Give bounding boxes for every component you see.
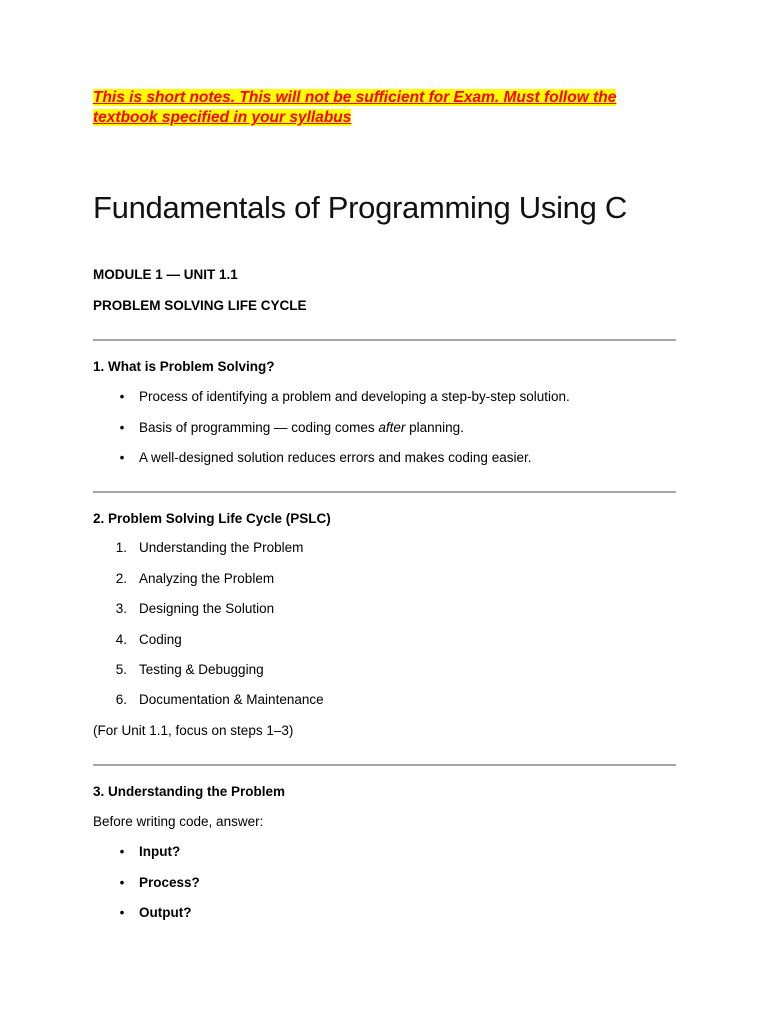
step-label: Coding	[139, 632, 182, 647]
module-label: MODULE 1 — UNIT 1.1	[93, 267, 238, 282]
step-label: Documentation & Maintenance	[139, 692, 324, 707]
emphasis-text: after	[378, 420, 406, 435]
section-divider	[93, 491, 676, 493]
step-number: 1.	[115, 540, 127, 555]
step-label: Testing & Debugging	[139, 662, 264, 677]
section-3-heading: 3. Understanding the Problem	[93, 784, 286, 799]
section-1-bullet	[93, 389, 693, 409]
section-3-bullet	[93, 844, 693, 864]
bullet-text: Process of identifying a problem and developing a step-by-step solution.	[139, 389, 570, 404]
section-divider	[93, 764, 676, 766]
bullet-marker: •	[119, 450, 125, 465]
pslc-step	[93, 692, 693, 712]
step-label: Designing the Solution	[139, 601, 275, 616]
section-3-intro: Before writing code, answer:	[93, 814, 264, 829]
bullet-text: Process?	[139, 875, 200, 890]
pslc-step	[93, 540, 693, 560]
section-divider	[93, 339, 676, 341]
bullet-text: Input?	[139, 844, 181, 859]
bullet-text: Basis of programming — coding comes after planning.	[139, 420, 464, 435]
step-number: 5.	[115, 662, 127, 677]
pslc-step	[93, 601, 693, 621]
section-1-bullet	[93, 420, 693, 440]
section-3-bullet	[93, 905, 693, 925]
step-number: 3.	[115, 601, 127, 616]
topic-subtitle: PROBLEM SOLVING LIFE CYCLE	[93, 298, 307, 313]
document-title: Fundamentals of Programming Using C	[93, 190, 627, 225]
exam-warning-notice	[93, 88, 653, 128]
step-label: Analyzing the Problem	[139, 571, 275, 586]
section-2-heading: 2. Problem Solving Life Cycle (PSLC)	[93, 511, 331, 526]
section-1-bullet	[93, 450, 693, 470]
exam-warning-text: This is short notes. This will not be sufficient for Exam. Must follow the textbook specified in your syllabus	[93, 89, 617, 126]
step-number: 2.	[115, 571, 127, 586]
pslc-step	[93, 632, 693, 652]
bullet-marker: •	[119, 905, 125, 920]
pslc-step	[93, 571, 693, 591]
bullet-marker: •	[119, 420, 125, 435]
section-1-heading: 1. What is Problem Solving?	[93, 359, 275, 374]
pslc-step	[93, 662, 693, 682]
bullet-marker: •	[119, 389, 125, 404]
step-number: 6.	[115, 692, 127, 707]
bullet-text: Output?	[139, 905, 192, 920]
bullet-text: A well-designed solution reduces errors and makes coding easier.	[139, 450, 532, 465]
step-label: Understanding the Problem	[139, 540, 304, 555]
bullet-marker: •	[119, 875, 125, 890]
section-3-bullet	[93, 875, 693, 895]
bullet-marker: •	[119, 844, 125, 859]
unit-focus-note: (For Unit 1.1, focus on steps 1–3)	[93, 723, 294, 738]
step-number: 4.	[115, 632, 127, 647]
